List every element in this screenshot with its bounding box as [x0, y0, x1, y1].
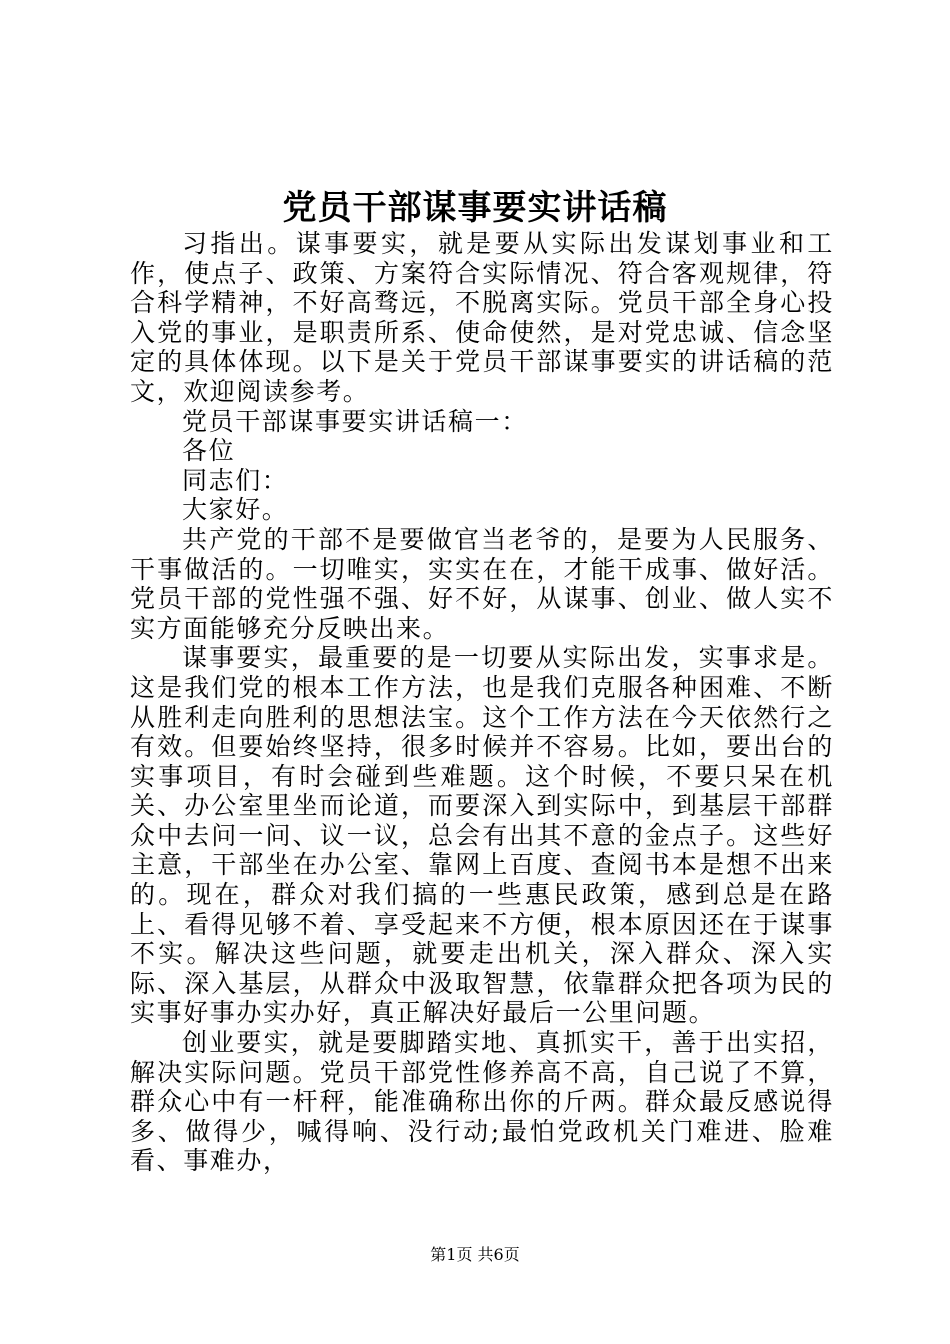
paragraph-body: 创业要实，就是要脚踏实地、真抓实干，善于出实招，解决实际问题。党员干部党性修养高不高，自己说了不算，群众心中有一杆秤，能准确称出你的斤两。群众最反感说得多、做得少，喊得响、没行动;最怕党政机关门难进、脸难看、事难办，	[130, 1028, 834, 1176]
paragraph-greeting: 大家好。	[182, 495, 289, 525]
paragraph-body: 共产党的干部不是要做官当老爷的，是要为人民服务、干事做活的。一切唯实，实实在在，才能干成事、做好活。党员干部的党性强不强、好不好，从谋事、创业、做人实不实方面能够充分反映出来。	[130, 524, 834, 643]
paragraph-body: 谋事要实，最重要的是一切要从实际出发，实事求是。这是我们党的根本工作方法，也是我们克服各种困难、不断从胜利走向胜利的思想法宝。这个工作方法在今天依然行之有效。但要始终坚持，很多时候并不容易。比如，要出台的实事项目，有时会碰到些难题。这个时候，不要只呆在机关、办公室里坐而论道，而要深入到实际中，到基层干部群众中去问一问、议一议，总会有出其不意的金点子。这些好主意，干部坐在办公室、靠网上百度、查阅书本是想不出来的。现在，群众对我们搞的一些惠民政策，感到总是在路上、看得见够不着、享受起来不方便，根本原因还在于谋事不实。解决这些问题，就要走出机关，深入群众、深入实际、深入基层，从群众中汲取智慧，依靠群众把各项为民的实事好事办实办好，真正解决好最后一公里问题。	[130, 643, 834, 1028]
document-body	[130, 229, 834, 1176]
document-title: 党员干部谋事要实讲话稿	[282, 188, 668, 228]
paragraph-salutation: 各位	[182, 436, 236, 466]
paragraph-intro: 习指出。谋事要实，就是要从实际出发谋划事业和工作，使点子、政策、方案符合实际情况、符合客观规律，符合科学精神，不好高骛远，不脱离实际。党员干部全身心投入党的事业，是职责所系、使命使然，是对党忠诚、信念坚定的具体体现。以下是关于党员干部谋事要实的讲话稿的范文，欢迎阅读参考。	[130, 229, 834, 406]
paragraph-comrades: 同志们：	[182, 465, 289, 495]
paragraph-speech-heading: 党员干部谋事要实讲话稿一：	[182, 406, 528, 436]
page-footer: 第1页 共6页	[430, 1245, 520, 1264]
